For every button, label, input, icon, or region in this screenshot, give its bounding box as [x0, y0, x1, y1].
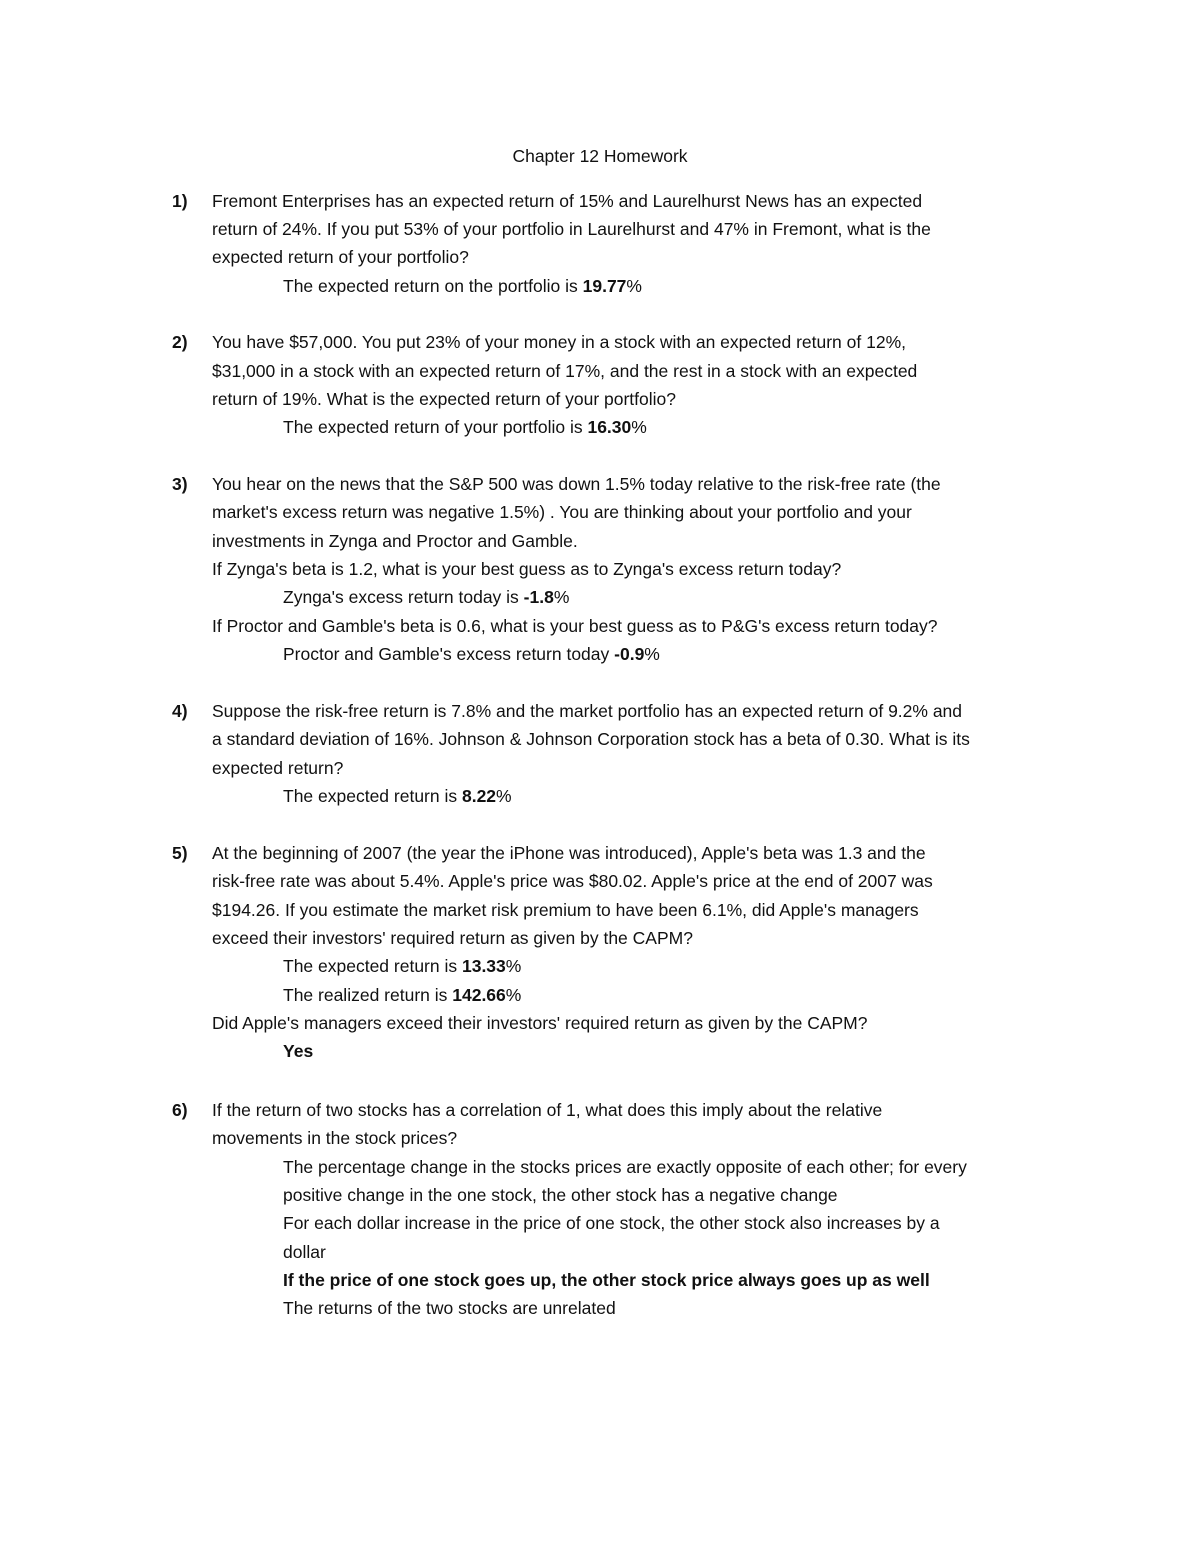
- answer-value: 16.30: [587, 417, 632, 437]
- question-5-text-line: At the beginning of 2007 (the year the iPhone was introduced), Apple's beta was 1.3 and the: [212, 843, 926, 863]
- question-6-option-4: The returns of the two stocks are unrelated: [283, 1298, 616, 1318]
- answer-label: The expected return of your portfolio is: [283, 417, 588, 437]
- question-3-text-line: investments in Zynga and Proctor and Gamble.: [212, 531, 578, 551]
- answer-value: 142.66: [452, 985, 506, 1005]
- question-3-answer-b: [283, 640, 660, 668]
- answer-label: Proctor and Gamble's excess return today: [283, 644, 615, 664]
- answer-unit: %: [553, 587, 570, 607]
- answer-label: The realized return is: [283, 985, 453, 1005]
- question-5-answer-realized: [283, 981, 521, 1009]
- answer-unit: %: [505, 985, 522, 1005]
- question-1-text-line: expected return of your portfolio?: [212, 247, 469, 267]
- question-5-answer-expected: [283, 952, 521, 980]
- question-1-answer: [283, 272, 642, 300]
- answer-unit: %: [505, 956, 522, 976]
- answer-unit: %: [631, 417, 647, 437]
- question-3-number: 3): [172, 474, 188, 494]
- question-5-number: 5): [172, 843, 188, 863]
- question-5-text-line: risk-free rate was about 5.4%. Apple's price was $80.02. Apple's price at the end of 2007 was: [212, 871, 933, 891]
- question-1-text-line: Fremont Enterprises has an expected return of 15% and Laurelhurst News has an expected: [212, 191, 923, 211]
- answer-label: The expected return on the portfolio is: [283, 276, 583, 296]
- question-4-text-line: expected return?: [212, 758, 344, 778]
- question-5-text-line: $194.26. If you estimate the market risk premium to have been 6.1%, did Apple's managers: [212, 900, 919, 920]
- question-2-text-line: $31,000 in a stock with an expected return of 17%, and the rest in a stock with an expected: [212, 361, 918, 381]
- page-title: Chapter 12 Homework: [512, 146, 688, 166]
- answer-unit: %: [626, 276, 642, 296]
- question-6-text-line: movements in the stock prices?: [212, 1128, 458, 1148]
- question-2-text-line: return of 19%. What is the expected return of your portfolio?: [212, 389, 676, 409]
- question-4-answer: [283, 782, 512, 810]
- answer-value: -0.9: [614, 644, 645, 664]
- question-6-number: 6): [172, 1100, 188, 1120]
- answer-label: The expected return is: [283, 956, 462, 976]
- answer-value: -1.8: [523, 587, 554, 607]
- question-6-option-1: The percentage change in the stocks prices are exactly opposite of each other; for every: [283, 1157, 967, 1177]
- question-3-text-line: market's excess return was negative 1.5%) . You are thinking about your portfolio and your: [212, 502, 912, 522]
- answer-value: 13.33: [461, 956, 506, 976]
- question-2-number: 2): [172, 332, 188, 352]
- question-5-text-line: exceed their investors' required return as given by the CAPM?: [212, 928, 693, 948]
- question-6-option-1-cont: positive change in the one stock, the other stock has a negative change: [283, 1185, 838, 1205]
- question-3-answer-a: [283, 583, 569, 611]
- answer-unit: %: [496, 786, 512, 806]
- question-5-subquestion: Did Apple's managers exceed their investors' required return as given by the CAPM?: [212, 1013, 868, 1033]
- question-4-number: 4): [172, 701, 188, 721]
- answer-value: 19.77: [582, 276, 627, 296]
- question-3-text-line: You hear on the news that the S&P 500 was down 1.5% today relative to the risk-free rate (the: [212, 474, 941, 494]
- answer-value: 8.22: [461, 786, 497, 806]
- question-6-text-line: If the return of two stocks has a correlation of 1, what does this imply about the relative: [212, 1100, 883, 1120]
- answer-unit: %: [644, 644, 660, 664]
- question-6-option-2-cont: dollar: [283, 1242, 326, 1262]
- question-1-text-line: return of 24%. If you put 53% of your portfolio in Laurelhurst and 47% in Fremont, what is the: [212, 219, 931, 239]
- question-3-subquestion: If Proctor and Gamble's beta is 0.6, what is your best guess as to P&G's excess return today?: [212, 616, 938, 636]
- question-6-option-3-selected: If the price of one stock goes up, the other stock price always goes up as well: [283, 1270, 930, 1290]
- question-5-answer-yes: Yes: [283, 1041, 314, 1061]
- question-2-text-line: You have $57,000. You put 23% of your money in a stock with an expected return of 12%,: [212, 332, 906, 352]
- question-4-text-line: Suppose the risk-free return is 7.8% and the market portfolio has an expected return of 9.2% and: [212, 701, 963, 721]
- question-6-option-2: For each dollar increase in the price of one stock, the other stock also increases by a: [283, 1213, 940, 1233]
- question-2-answer: [283, 413, 647, 441]
- answer-label: Zynga's excess return today is: [283, 587, 524, 607]
- question-4-text-line: a standard deviation of 16%. Johnson & Johnson Corporation stock has a beta of 0.30. What is its: [212, 729, 970, 749]
- answer-label: The expected return is: [283, 786, 462, 806]
- question-3-subquestion: If Zynga's beta is 1.2, what is your best guess as to Zynga's excess return today?: [212, 559, 842, 579]
- question-1-number: 1): [172, 191, 188, 211]
